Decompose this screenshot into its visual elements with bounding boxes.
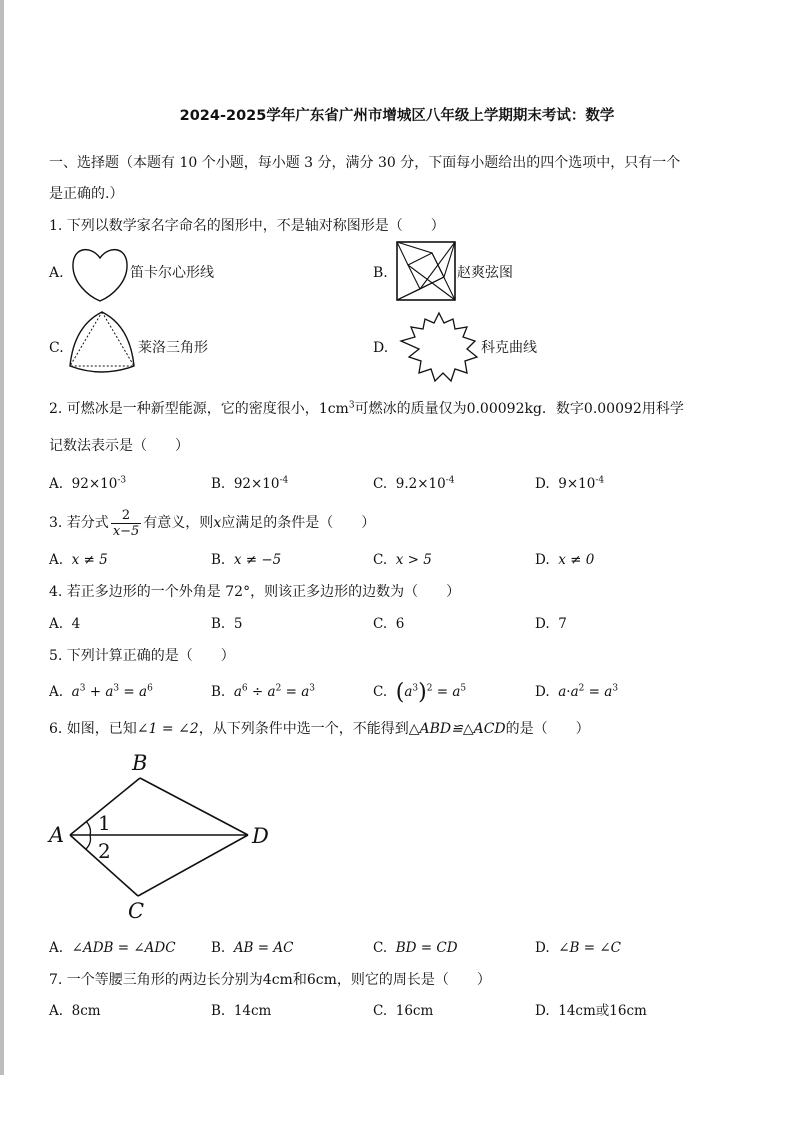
q1-option-a-label: 笛卡尔心形线 <box>130 265 214 281</box>
q3-option-a: A. x ≠ 5 <box>49 552 108 568</box>
q2-stem-line1 <box>49 399 684 419</box>
q2-option-b: B. $92\times 10^{-4}$ <box>211 475 289 492</box>
q2-stem-part1: 2. 可燃冰是一种新型能源，它的密度很小， <box>49 401 319 417</box>
q7-side-2: 6cm <box>306 972 337 988</box>
zhao-shuang-diagram <box>396 241 456 301</box>
q4-option-b: B. 5 <box>211 616 243 632</box>
q5-option-b: B. $a^6 \div a^2 = a^3$ <box>211 683 316 700</box>
q3-fraction <box>111 508 142 539</box>
q5-option-d: D. $a\cdot a^2 = a^3$ <box>535 683 619 700</box>
vertex-d-label: D <box>252 824 269 848</box>
q1-option-c-label: 莱洛三角形 <box>138 340 208 356</box>
q1-option-d-letter: D. <box>373 340 389 356</box>
page-title: 2024-2025学年广东省广州市增城区八年级上学期期末考试：数学 <box>179 108 615 124</box>
angle-2-label: 2 <box>98 839 111 863</box>
q6-option-b: B. AB = AC <box>211 940 294 956</box>
q5-option-c: C. $(a^3)^2 = a^5$ <box>373 680 467 705</box>
q1-option-d-label: 科克曲线 <box>481 340 537 356</box>
q1-option-c-letter: C. <box>49 340 64 356</box>
q4-option-c: C. 6 <box>373 616 405 632</box>
q3-option-d: D. x ≠ 0 <box>535 552 595 568</box>
q2-option-a: A. $92\times 10^{-3}$ <box>49 475 127 492</box>
q3-stem-part2: 有意义，则 <box>143 515 214 531</box>
cardioid-figure <box>70 244 130 304</box>
q2-option-c: C. $9.2\times 10^{-4}$ <box>373 475 455 492</box>
q2-unit-exponent: 3 <box>348 400 355 411</box>
q2-stem-part2: 可燃冰的质量仅为 <box>354 401 467 417</box>
q1-option-b-label: 赵爽弦图 <box>457 265 513 281</box>
vertex-a-label: A <box>49 823 65 847</box>
q4-option-d: D. 7 <box>535 616 567 632</box>
q3-variable: x <box>213 515 222 531</box>
q7-option-d: D. 14cm或16cm <box>535 1003 647 1019</box>
q6-congruence: △ABD≌△ACD <box>408 721 506 737</box>
section-instructions-line2: 是正确的.） <box>49 186 124 202</box>
q3-fraction-denominator: x−5 <box>112 523 140 539</box>
q7-option-c: C. 16cm <box>373 1003 434 1019</box>
q4-option-a: A. 4 <box>49 616 81 632</box>
q6-option-c: C. BD = CD <box>373 940 458 956</box>
q7-option-b: B. 14cm <box>211 1003 272 1019</box>
q2-mass: 0.00092kg <box>466 401 542 417</box>
vertex-c-label: C <box>128 899 145 923</box>
angle-1-label: 1 <box>98 811 111 835</box>
q2-number: 0.00092 <box>583 401 642 417</box>
q3-option-c: C. x > 5 <box>373 552 432 568</box>
q6-quadrilateral-figure <box>46 748 286 924</box>
q2-stem-line2: 记数法表示是（ ） <box>49 438 189 454</box>
q3-stem <box>49 505 375 541</box>
reuleaux-triangle-figure <box>66 310 138 376</box>
q1-option-a-letter: A. <box>49 265 64 281</box>
q7-side-1: 4cm <box>262 972 293 988</box>
q1-option-b-letter: B. <box>373 265 388 281</box>
q3-stem-part1: 3. 若分式 <box>49 515 109 531</box>
section-instructions-line1: 一、选择题（本题有 10 个小题，每小题 3 分，满分 30 分，下面每小题给出的四个选项中，只有一个 <box>49 155 681 171</box>
q2-stem-part3: ．数字 <box>541 401 584 417</box>
q1-stem: 1. 下列以数学家名字命名的图形中，不是轴对称图形是（ ） <box>49 218 445 234</box>
q4-stem: 4. 若正多边形的一个外角是 72°，则该正多边形的边数为（ ） <box>49 584 461 600</box>
q5-option-a: A. $a^3 + a^3 = a^6$ <box>49 683 153 700</box>
q6-stem: 6. 如图，已知∠1 = ∠2，从下列条件中选一个，不能得到△ABD≌△ACD的是（ ） <box>49 721 590 737</box>
q7-option-a: A. 8cm <box>49 1003 101 1019</box>
q2-stem-part4: 用科学 <box>641 401 684 417</box>
page-left-edge <box>0 0 4 1075</box>
q5-stem: 5. 下列计算正确的是（ ） <box>49 648 235 664</box>
q6-condition: ∠1 = ∠2 <box>136 721 199 737</box>
q7-stem: 7. 一个等腰三角形的两边长分别为4cm和6cm，则它的周长是（ ） <box>49 972 491 988</box>
q2-unit: 1cm <box>318 401 349 417</box>
q6-option-d: D. ∠B = ∠C <box>535 940 622 956</box>
q3-stem-part3: 应满足的条件是（ ） <box>221 515 376 531</box>
vertex-b-label: B <box>132 751 148 775</box>
q3-fraction-numerator: 2 <box>111 508 142 524</box>
q6-option-a: A. ∠ADB = ∠ADC <box>49 940 176 956</box>
koch-snowflake-figure <box>397 311 481 383</box>
q2-option-d: D. $9\times 10^{-4}$ <box>535 475 605 492</box>
q3-option-b: B. x ≠ −5 <box>211 552 282 568</box>
